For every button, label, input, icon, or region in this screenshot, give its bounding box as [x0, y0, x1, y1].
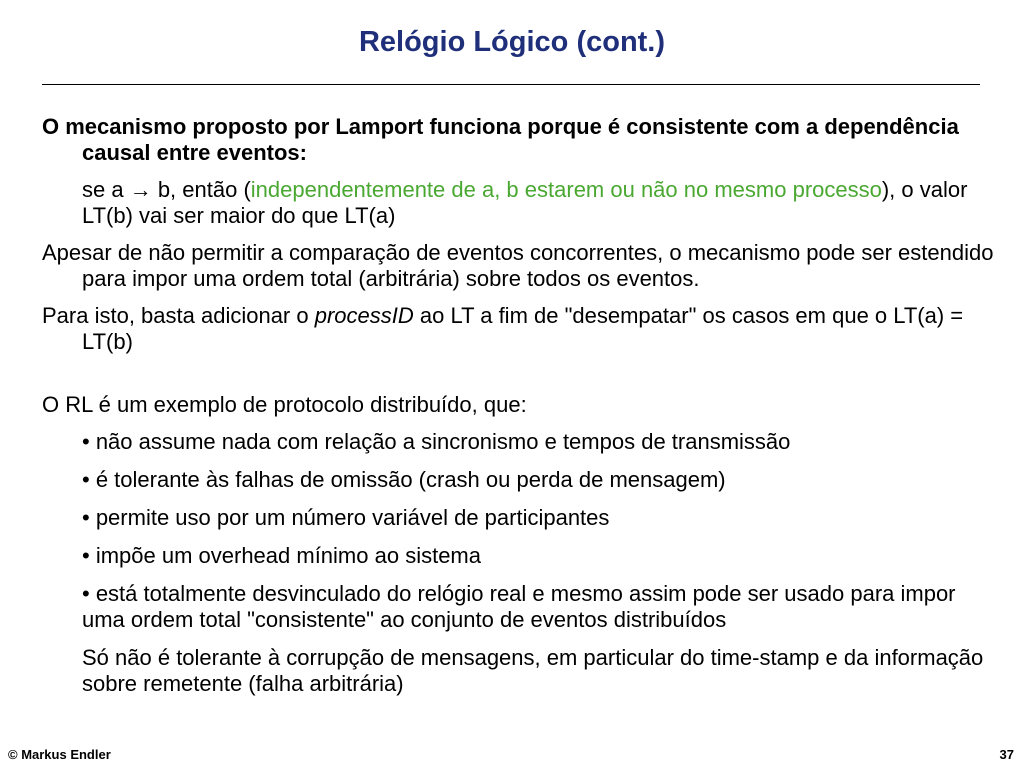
process-id-prefix: Para isto, basta adicionar o [42, 303, 315, 328]
bullet-item: • está totalmente desvinculado do relógio real e mesmo assim pode ser usado para impor uma ordem total "consistente" ao conjunto de eventos distribuídos [82, 581, 956, 632]
causal-rule-mid: b, então ( [151, 177, 251, 202]
bullet-item: • impõe um overhead mínimo ao sistema [82, 543, 481, 568]
paragraph-total-order: Apesar de não permitir a comparação de eventos concorrentes, o mecanismo pode ser estendido para impor uma ordem total (arbitrária) sobre todos os eventos. [42, 240, 994, 291]
footer-author: © Markus Endler [8, 747, 111, 762]
title-divider [42, 84, 980, 85]
arrow-symbol: → [129, 177, 152, 202]
causal-rule-highlight: independentemente de a, b estarem ou não no mesmo processo [250, 177, 882, 202]
process-id-term: processID [314, 303, 414, 328]
slide-title: Relógio Lógico (cont.) [358, 26, 666, 58]
slide-body [42, 114, 997, 697]
page-number: 37 [999, 747, 1014, 762]
bullet-item: • não assume nada com relação a sincronismo e tempos de transmissão [82, 429, 791, 454]
paragraph-causal-rule [42, 177, 997, 229]
paragraph-limitation: Só não é tolerante à corrupção de mensagens, em particular do time-stamp e da informação sobre remetente (falha arbitrária) [82, 645, 984, 696]
bullet-item: • é tolerante às falhas de omissão (crash ou perda de mensagem) [82, 467, 726, 492]
process-id-suffix: ao LT a fim de "desempatar" os casos em que o LT(a) = LT(b) [82, 303, 964, 354]
causal-rule-prefix: se a [82, 177, 130, 202]
paragraph-rl-intro: O RL é um exemplo de protocolo distribuído, que: [42, 392, 527, 417]
paragraph-lamport-mechanism: O mecanismo proposto por Lamport funciona porque é consistente com a dependência causal entre eventos: [42, 114, 959, 165]
causal-rule-suffix: ), o valor LT(b) vai ser maior do que LT(a) [82, 177, 968, 228]
paragraph-process-id [42, 303, 997, 355]
bullet-item: • permite uso por um número variável de participantes [82, 505, 610, 530]
